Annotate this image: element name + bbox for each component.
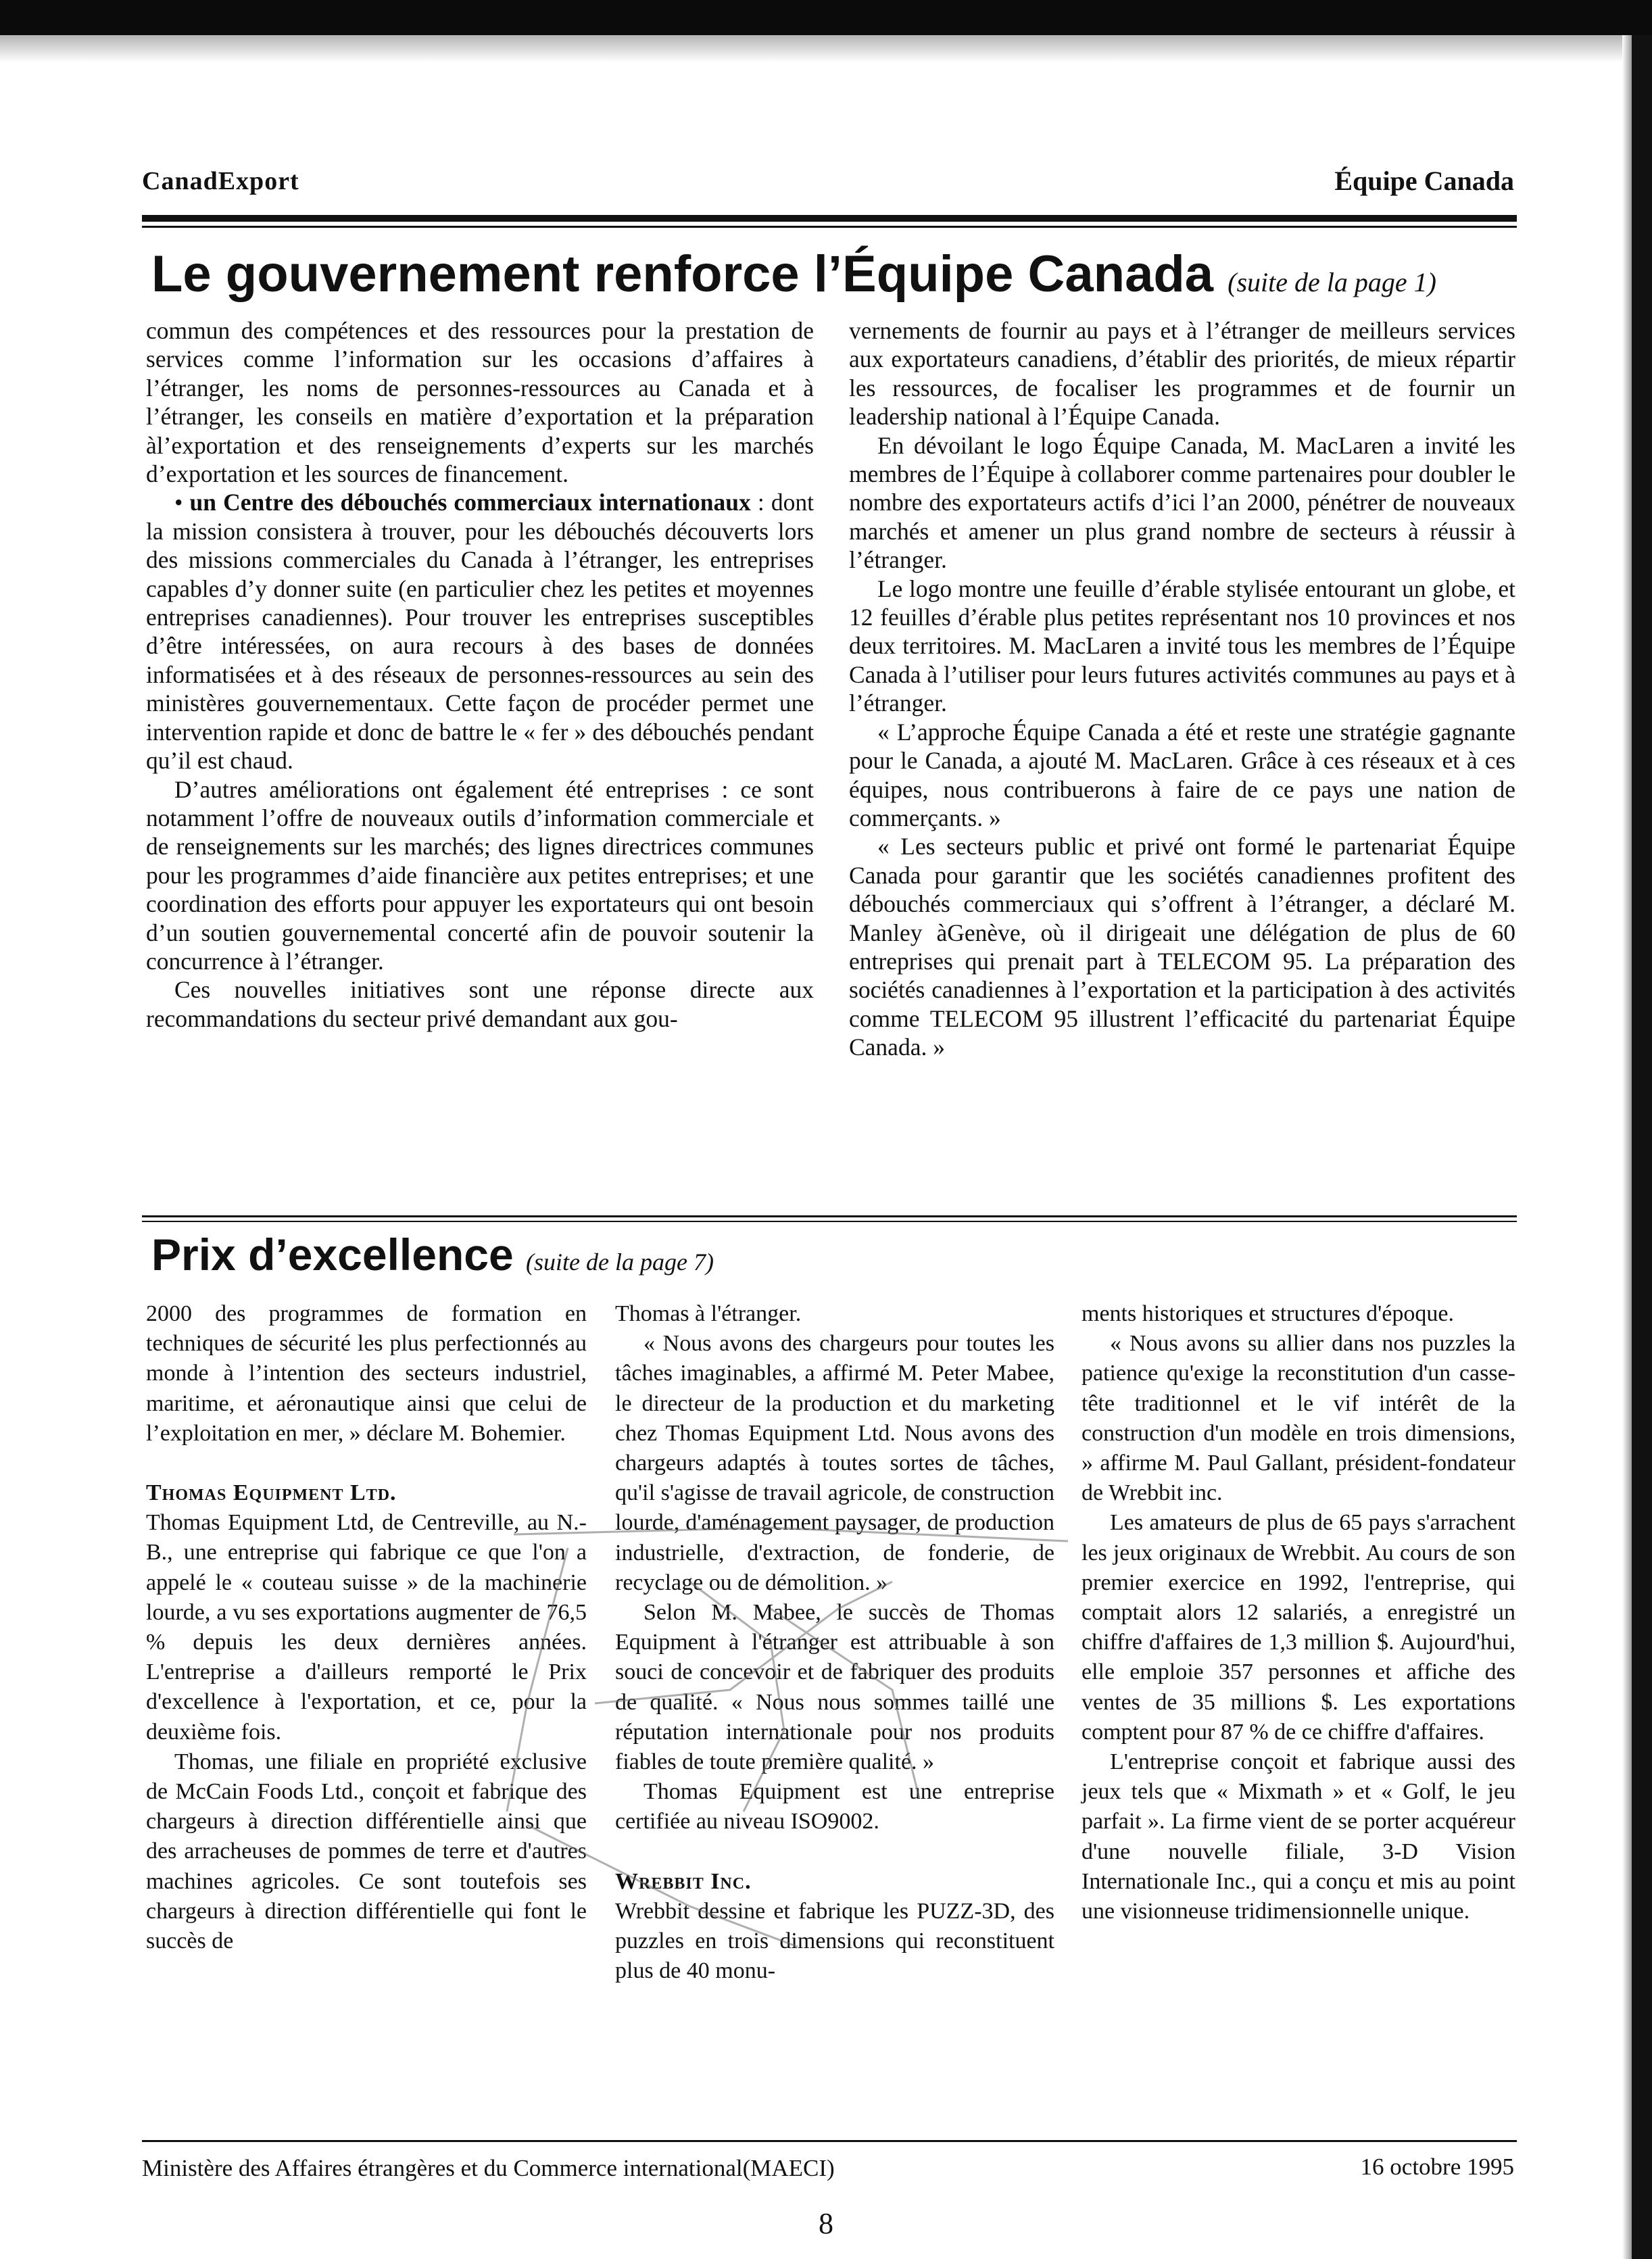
paragraph: Thomas Equipment est une entreprise certifiée au niveau ISO9002. bbox=[615, 1779, 1054, 1835]
scan-shadow bbox=[0, 35, 1652, 62]
ministry-footer: Ministère des Affaires étrangères et du Commerce international(MAECI) bbox=[142, 2155, 835, 2181]
continuation-note: (suite de la page 7) bbox=[526, 1248, 714, 1276]
paragraph: ments historiques et structures d'époque. bbox=[1082, 1301, 1454, 1326]
article-headline bbox=[151, 1229, 714, 1280]
section-divider bbox=[142, 1215, 1517, 1217]
paragraph: 2000 des programmes de formation en techniques de sécurité les plus perfectionnés au monde à l’intention des secteurs industriel, maritime, et aéronautique ainsi que celui de l’exploitation en mer, » déclare M. Bohemier. bbox=[146, 1301, 587, 1446]
paragraph: Thomas, une filiale en propriété exclusive de McCain Foods Ltd., conçoit et fabrique des chargeurs à direction différentielle ainsi que des arracheuses de pommes de terre et d'autres machines agricoles. Ce sont toutefois ses chargeurs à direction différentielle qui font le succès de bbox=[146, 1749, 587, 1954]
paragraph: Thomas à l'étranger. bbox=[615, 1301, 802, 1326]
paragraph: En dévoilant le logo Équipe Canada, M. MacLaren a invité les membres de l’Équipe à collaborer comme partenaires pour doubler le nombre des exportateurs actifs d’ici l’an 2000, pénétrer de nouveaux marchés et amener un plus grand nombre de secteurs à réussir à l’étranger. bbox=[849, 431, 1515, 574]
article-title: Prix d’excellence bbox=[151, 1230, 514, 1280]
bullet-heading: un Centre des débouchés commerciaux internationaux bbox=[189, 489, 751, 516]
paragraph: « Les secteurs public et privé ont formé le partenariat Équipe Canada pour garantir que les sociétés canadiennes profitent des débouchés commerciaux qui s’offrent à l’étranger, a déclaré M. Manley àGenève, où il dirigeait une délégation de plus de 60 entreprises qui prenait part à TELECOM 95. La préparation des sociétés canadiennes à l’exportation et la participation à des activités comme TELECOM 95 illustrent l’efficacité du partenariat Équipe Canada. » bbox=[849, 833, 1515, 1061]
subheading: Wrebbit Inc. bbox=[615, 1868, 752, 1894]
header-rule-thick bbox=[142, 215, 1517, 222]
article1-column-2 bbox=[849, 316, 1515, 1062]
article1-column-1 bbox=[146, 316, 814, 1033]
bullet-text: : dont la mission consistera à trouver, pour les débouchés découverts lors des missions commerciales du Canada à l’étranger, les entreprises capables d’y donner suite (en particulier chez les petites et moyennes entreprises canadiennes). Pour trouver les entreprises susceptibles d’être intéressées, on aura recours à des bases de données informatisées et à des réseaux de personnes-ressources au sein des ministères gouvernementaux. Cette façon de procéder permet une intervention rapide et donc de battre le « fer » des débouchés pendant qu’il est chaud. bbox=[146, 489, 815, 775]
article-headline bbox=[151, 245, 1436, 303]
page-number: 8 bbox=[819, 2207, 833, 2240]
paragraph: vernements de fournir au pays et à l’étranger de meilleurs services aux exportateurs canadiens, d’établir des priorités, de mieux répartir les ressources, de focaliser les programmes et de fournir un leadership national à l’Équipe Canada. bbox=[849, 317, 1515, 431]
paragraph: Le logo montre une feuille d’érable stylisée entourant un globe, et 12 feuilles d’érable plus petites représentant nos 10 provinces et nos deux territoires. M. MacLaren a invité tous les membres de l’Équipe Canada à l’utiliser pour leurs futures activités communes au pays et à l’étranger. bbox=[849, 575, 1515, 717]
paragraph: D’autres améliorations ont également été entreprises : ce sont notamment l’offre de nouveaux outils d’information commerciale et de renseignements sur les marchés; des lignes directrices communes pour les programmes d’aide financière aux petites entreprises; et une coordination des efforts pour appuyer les exportateurs qui ont besoin d’un soutien gouvernemental concerté afin de pouvoir soutenir la concurrence à l’étranger. bbox=[146, 775, 814, 975]
bullet-icon: • bbox=[174, 489, 190, 516]
continuation-note: (suite de la page 1) bbox=[1228, 267, 1436, 297]
article2-column-1 bbox=[146, 1299, 587, 1956]
paragraph: commun des compétences et des ressources pour la prestation de services comme l’information sur les occasions d’affaires à l’étranger, les noms de personnes-ressources au Canada et à l’étranger, les conseils en matière d’exportation et la préparation àl’exportation et des renseignements d’experts sur les marchés d’exportation et les sources de financement. bbox=[146, 317, 814, 488]
paragraph: L'entreprise conçoit et fabrique aussi des jeux tels que « Mixmath » et « Golf, le jeu parfait ». La firme vient de se porter acquéreur d'une nouvelle filiale, 3-D Vision Internationale Inc., qui a conçu et mis au point une visionneuse tridimensionnelle unique. bbox=[1082, 1749, 1515, 1924]
paragraph: « L’approche Équipe Canada a été et reste une stratégie gagnante pour le Canada, a ajouté M. MacLaren. Grâce à ces réseaux et à ces équipes, nous contribuerons à faire de ce pays une nation de commerçants. » bbox=[849, 718, 1515, 831]
section-divider bbox=[142, 1221, 1517, 1222]
scan-page-edge bbox=[1622, 35, 1632, 2259]
paragraph: Thomas Equipment Ltd, de Centreville, au N.-B., une entreprise qui fabrique ce que l'on a appelé le « couteau suisse » de la machinerie lourde, a vu ses exportations augmenter de 76,5 % depuis les deux dernières années. L'entreprise a d'ailleurs remporté le Prix d'excellence à l'exportation, et ce, pour la deuxième fois. bbox=[146, 1510, 587, 1745]
running-header bbox=[142, 162, 1514, 203]
paragraph: « Nous avons des chargeurs pour toutes les tâches imaginables, a affirmé M. Peter Mabee, le directeur de la production et du marketing chez Thomas Equipment Ltd. Nous avons des chargeurs adaptés à toutes sortes de tâches, qu'il s'agisse de travail agricole, de construction lourde, d'aménagement paysager, de production industrielle, d'extraction, de fonderie, de recyclage ou de démolition. » bbox=[615, 1331, 1054, 1595]
paragraph: « Nous avons su allier dans nos puzzles la patience qu'exige la reconstitution d'un casse-tête traditionnel et le vif intérêt de la construction d'un modèle en trois dimensions, » affirme M. Paul Gallant, président-fondateur de Wrebbit inc. bbox=[1082, 1331, 1515, 1506]
header-rule-thin bbox=[142, 226, 1517, 228]
scan-border-right bbox=[1632, 35, 1652, 2259]
paragraph: Les amateurs de plus de 65 pays s'arrachent les jeux originaux de Wrebbit. Au cours de son premier exercice en 1992, l'entreprise, qui comptait alors 12 salariés, a enregistré un chiffre d'affaires de 1,3 million $. Aujourd'hui, elle emploie 357 personnes et affiche des ventes de 35 millions $. Les exportations comptent pour 87 % de ce chiffre d'affaires. bbox=[1082, 1510, 1515, 1745]
paragraph: Wrebbit dessine et fabrique les PUZZ-3D, des puzzles en trois dimensions qui reconstituent plus de 40 monu- bbox=[615, 1898, 1054, 1984]
article2-column-3 bbox=[1082, 1299, 1515, 1926]
publication-name: CanadExport bbox=[142, 167, 299, 195]
article2-column-2 bbox=[615, 1299, 1054, 1986]
footer-rule bbox=[142, 2140, 1517, 2142]
subheading: Thomas Equipment Ltd. bbox=[146, 1480, 397, 1506]
article-title: Le gouvernement renforce l’Équipe Canada bbox=[151, 245, 1214, 303]
section-name: Équipe Canada bbox=[1334, 166, 1514, 196]
issue-date: 16 octobre 1995 bbox=[1360, 2154, 1514, 2180]
paragraph: Selon M. Mabee, le succès de Thomas Equipment à l'étranger est attribuable à son souci de concevoir et de fabriquer des produits de qualité. « Nous nous sommes taillé une réputation internationale pour nos produits fiables de toute première qualité. » bbox=[615, 1600, 1054, 1775]
paragraph: Ces nouvelles initiatives sont une réponse directe aux recommandations du secteur privé demandant aux gou- bbox=[146, 976, 814, 1032]
scan-border-top bbox=[0, 0, 1652, 35]
bullet-paragraph bbox=[146, 488, 814, 775]
